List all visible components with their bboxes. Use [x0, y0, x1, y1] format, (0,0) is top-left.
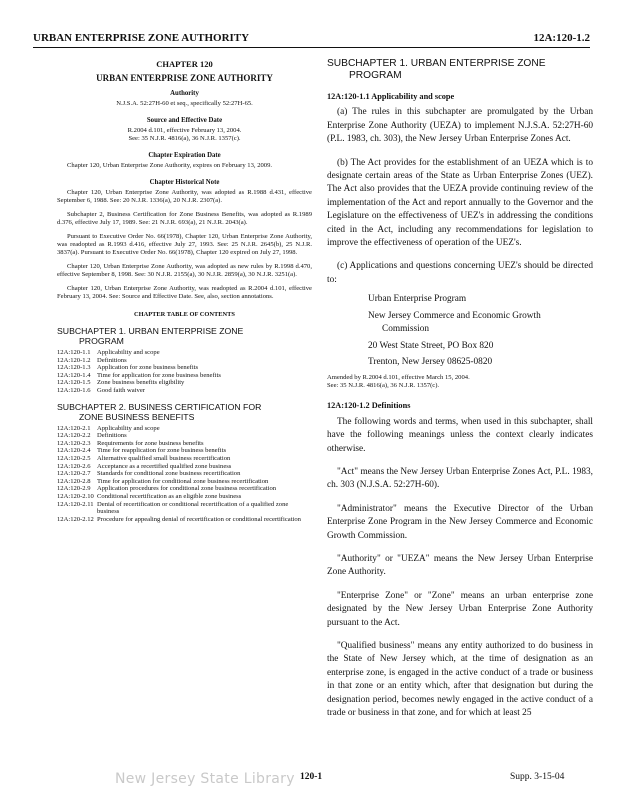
amendment-note [327, 374, 593, 390]
definition-enterprise-zone: "Enterprise Zone" or "Zone" means an urban enterprise zone designated by the New Jersey Urban Enterprise Zone Authority pursuant to the Act. [327, 590, 593, 628]
toc-row[interactable] [57, 425, 312, 433]
definition-act: "Act" means the New Jersey Urban Enterprise Zones Act, P.L. 1983, ch. 303 (N.J.S.A. 52:27H-60). [327, 466, 593, 491]
page-footer [0, 766, 617, 786]
toc-title: Acceptance as a recertified qualified zone business [97, 462, 232, 470]
definition-administrator: "Administrator" means the Executive Director of the Urban Enterprise Zone Program in the New Jersey Commerce and Economic Growth Commission. [327, 503, 593, 541]
toc-title: Requirements for zone business benefits [97, 439, 204, 447]
definitions-intro: The following words and terms, when used in this subchapter, shall have the following meanings unless the context clearly indicates otherwise. [327, 416, 593, 454]
section-1-1-heading: 12A:120-1.1 Applicability and scope [327, 92, 455, 101]
section-1-2-heading: 12A:120-1.2 Definitions [327, 401, 411, 411]
paragraph-a: (a) The rules in this subchapter are promulgated by the Urban Enterprise Zone Authority (UEZA) to implement N.J.S.A. 52:27H-60 (P.L. 1983, ch. 303), the New Jersey Urban Enterprise Zones Act. [327, 107, 593, 145]
toc-subchapter-1-line-1: SUBCHAPTER 1. URBAN ENTERPRISE ZONE [57, 326, 244, 336]
toc-row[interactable] [57, 349, 312, 357]
source-heading: Source and Effective Date [146, 117, 223, 124]
subchapter-1-heading [327, 58, 593, 81]
toc-row[interactable] [57, 455, 312, 463]
toc-subchapter-1-line-2: PROGRAM [79, 336, 124, 346]
library-watermark: New Jersey State Library [115, 771, 295, 787]
toc-title: Zone business benefits eligibility [97, 379, 185, 387]
toc-title: Good faith waiver [97, 386, 145, 394]
address-line-1: Urban Enterprise Program [368, 294, 467, 305]
historical-note-5: Chapter 120, Urban Enterprise Zone Authority, was readopted as R.2004 d.101, effective February 13, 2004. See: Source and Effective Date. See, also, section annotations. [57, 285, 312, 300]
address-line-3: 20 West State Street, PO Box 820 [368, 340, 494, 351]
toc-row[interactable] [57, 357, 312, 365]
header-section-number: 12A:120-1.2 [533, 32, 590, 44]
toc-title: Conditional recertification as an eligible zone business [97, 492, 242, 500]
toc-title: Applicability and scope [97, 349, 160, 356]
toc-subchapter-2-list [57, 425, 312, 524]
page-number: 120-1 [300, 772, 323, 782]
address-line-2 [368, 310, 593, 337]
amendment-line-2: See: 35 N.J.R. 4816(a), 36 N.J.R. 1357(c). [327, 382, 440, 390]
source-line-1: R.2004 d.101, effective February 13, 2004. [127, 127, 242, 134]
historical-heading: Chapter Historical Note [149, 179, 220, 186]
toc-number: 12A:120-2.2 [57, 432, 91, 440]
toc-row[interactable] [57, 379, 312, 387]
toc-subchapter-1-list [57, 349, 312, 395]
toc-number: 12A:120-2.4 [57, 447, 91, 455]
toc-subchapter-2-line-1: SUBCHAPTER 2. BUSINESS CERTIFICATION FOR [57, 401, 262, 412]
toc-row[interactable] [57, 387, 312, 395]
toc-row[interactable] [57, 516, 312, 524]
toc-title: Alternative qualified small business recertification [97, 454, 231, 462]
toc-number: 12A:120-2.5 [57, 454, 91, 462]
toc-title: Application procedures for conditional zone business recertification [97, 485, 277, 493]
amendment-line-1: Amended by R.2004 d.101, effective March 15, 2004. [327, 374, 470, 382]
toc-row[interactable] [57, 501, 312, 516]
toc-title: Procedure for appealing denial of recertification or conditional recertification [97, 515, 301, 523]
running-header [33, 28, 590, 48]
definition-qualified-business: "Qualified business" means any entity authorized to do business in the State of New Jersey which, at the time of designation as an enterprise zone, is engaged in the active conduct of a trade or business in that zone or an entity which, after that designation but during the designation period, becomes newly engaged in the active conduct of a trade or business in that zone, and for which at least 25 [327, 641, 593, 719]
toc-title: Standards for conditional zone business recertification [97, 470, 241, 478]
toc-number: 12A:120-2.7 [57, 470, 91, 478]
historical-note-4: Chapter 120, Urban Enterprise Zone Authority, was adopted as new rules by R.1998 d.470, effective September 8, 1998. See: 30 N.J.R. 2155(a), 30 N.J.R. 2859(a), 30 N.J.R. 3251(a). [57, 263, 312, 278]
toc-subchapter-2-line-2: ZONE BUSINESS BENEFITS [79, 411, 195, 422]
contact-address [327, 293, 593, 369]
subchapter-1-line-2: PROGRAM [349, 69, 402, 81]
toc-title: Time for reapplication for zone business benefits [97, 447, 227, 455]
expiration-heading: Chapter Expiration Date [148, 152, 221, 159]
toc-row[interactable] [57, 478, 312, 486]
toc-row[interactable] [57, 447, 312, 455]
toc-number: 12A:120-2.9 [57, 485, 91, 493]
paragraph-c: (c) Applications and questions concerning UEZ's should be directed to: [327, 261, 593, 285]
toc-number: 12A:120-1.2 [57, 356, 91, 364]
toc-row[interactable] [57, 364, 312, 372]
toc-subchapter-1-heading [57, 326, 312, 346]
toc-number: 12A:120-2.8 [57, 477, 91, 485]
toc-row[interactable] [57, 432, 312, 440]
toc-title: Applicability and scope [97, 424, 160, 432]
toc-title: Definitions [97, 432, 127, 440]
toc-subchapter-2-heading [57, 402, 312, 422]
toc-number: 12A:120-2.3 [57, 439, 91, 447]
toc-heading: CHAPTER TABLE OF CONTENTS [134, 311, 235, 318]
chapter-title: URBAN ENTERPRISE ZONE AUTHORITY [96, 73, 273, 83]
address-line-2a: New Jersey Commerce and Economic Growth [368, 310, 541, 321]
toc-row[interactable] [57, 493, 312, 501]
toc-row[interactable] [57, 470, 312, 478]
historical-note-1: Chapter 120, Urban Enterprise Zone Authority, was adopted as R.1988 d.431, effective September 6, 1988. See: 20 N.J.R. 1336(a), 20 N.J.R. 2307(a). [57, 189, 312, 204]
toc-number: 12A:120-2.11 [57, 500, 94, 508]
toc-title: Definitions [97, 356, 127, 364]
left-column [57, 58, 312, 523]
toc-title: Time for application for zone business benefits [97, 371, 221, 379]
toc-title: Time for application for conditional zone business recertification [97, 477, 269, 485]
toc-number: 12A:120-2.10 [57, 492, 94, 500]
authority-heading: Authority [170, 90, 199, 97]
toc-row[interactable] [57, 463, 312, 471]
definition-authority: "Authority" or "UEZA" means the New Jersey Urban Enterprise Zone Authority. [327, 553, 593, 578]
chapter-number: CHAPTER 120 [156, 59, 213, 69]
source-line-2: See: 35 N.J.R. 4816(a), 36 N.J.R. 1357(c). [128, 135, 241, 142]
toc-title: Application for zone business benefits [97, 364, 199, 372]
toc-row[interactable] [57, 440, 312, 448]
toc-row[interactable] [57, 485, 312, 493]
address-line-2b: Commission [382, 324, 430, 335]
historical-note-3: Pursuant to Executive Order No. 66(1978), Chapter 120, Urban Enterprise Zone Authority, was readopted as R.1993 d.416, effective July 27, 1993. See: 25 N.J.R. 2645(b), 25 N.J.R. 3837(a). Pursuant to Executive Order No. 66(1978), Chapter 120 expired on July 27, 1998. [57, 233, 312, 256]
header-title: URBAN ENTERPRISE ZONE AUTHORITY [33, 32, 250, 44]
toc-number: 12A:120-1.4 [57, 371, 91, 379]
toc-number: 12A:120-2.1 [57, 424, 91, 432]
toc-number: 12A:120-1.6 [57, 386, 91, 394]
expiration-text: Chapter 120, Urban Enterprise Zone Authority, expires on February 13, 2009. [67, 162, 273, 169]
toc-title: Denial of recertification or conditional recertification of a qualified zone business [97, 500, 289, 516]
right-column [327, 58, 593, 720]
paragraph-b: (b) The Act provides for the establishment of an UEZA which is to designate certain areas of the State as Urban Enterprise Zones (UEZ). The Act also provides that the UEZA provide continuing review of the implementation of the Act and report annually to the Governor and the Legislature on the effectiveness of UEZ's in addressing the conditions cited in the Act, including any recommendations for legislation to improve the effectiveness of operation of the UEZ's. [327, 157, 593, 249]
historical-note-2: Subchapter 2, Business Certification for Zone Business Benefits, was adopted as R.1989 d.376, effective July 17, 1989. See: 21 N.J.R. 693(a), 21 N.J.R. 2043(a). [57, 211, 312, 226]
toc-number: 12A:120-1.3 [57, 364, 91, 372]
toc-row[interactable] [57, 372, 312, 380]
toc-number: 12A:120-2.12 [57, 515, 94, 523]
toc-number: 12A:120-1.5 [57, 379, 91, 387]
toc-number: 12A:120-2.6 [57, 462, 91, 470]
supplement-date: Supp. 3-15-04 [510, 772, 565, 782]
subchapter-1-line-1: SUBCHAPTER 1. URBAN ENTERPRISE ZONE [327, 58, 546, 69]
address-line-4: Trenton, New Jersey 08625-0820 [368, 356, 493, 367]
authority-text: N.J.S.A. 52:27H-60 et seq., specifically 52:27H-65. [116, 100, 253, 107]
toc-number: 12A:120-1.1 [57, 349, 91, 356]
